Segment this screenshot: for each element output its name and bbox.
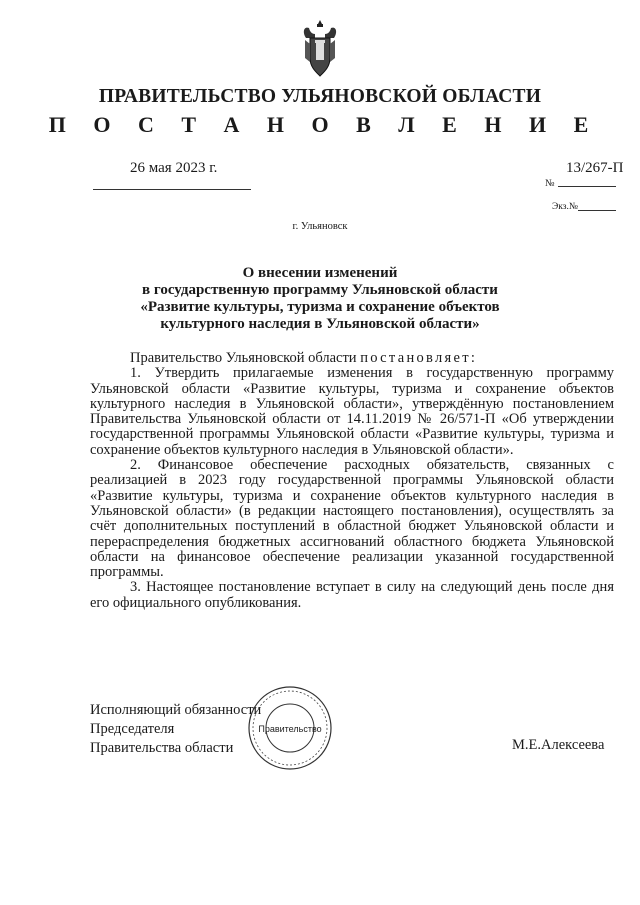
signatory-line-1: Исполняющий обязанности: [90, 702, 262, 718]
intro-paragraph: [90, 351, 614, 366]
number-label: №: [545, 178, 555, 189]
copy-label: Экз.№: [552, 202, 578, 212]
city-label: г. Ульяновск: [292, 221, 348, 232]
official-seal: [246, 684, 334, 772]
intro-decree-word: постановляет:: [360, 350, 478, 366]
signatory-name: М.Е.Алексеева: [512, 737, 605, 753]
svg-text:Правительство: Правительство: [258, 724, 322, 734]
paragraph-3: 3. Настоящее постановление вступает в силу на следующий день после дня его официального опубликования.: [90, 579, 614, 611]
copy-underline: [578, 210, 616, 211]
document-title: [0, 265, 640, 333]
intro-prefix: Правительство Ульяновской области: [130, 350, 361, 366]
number-underline: [558, 186, 616, 187]
title-line-2: в государственную программу Ульяновской области: [142, 282, 498, 298]
signatory-line-3: Правительства области: [90, 740, 234, 756]
document-type: П О С Т А Н О В Л Е Н И Е: [48, 112, 600, 137]
signatory-line-2: Председателя: [90, 721, 175, 737]
document-date: 26 мая 2023 г.: [130, 160, 218, 176]
paragraph-2: 2. Финансовое обеспечение расходных обязательств, связанных с реализацией в 2023 году государственной программы Ульяновской области «Развитие культуры, туризма и сохранение объектов культурного наследия в Ульяновской области» (в редакции настоящего постановления), осуществлять за счёт дополнительных поступлений в областной бюджет Ульяновской области и перераспределения бюджетных ассигнований областного бюджета Ульяновской области на финансовое обеспечение реализации указанной государственной программы.: [90, 457, 614, 581]
organization-title: ПРАВИТЕЛЬСТВО УЛЬЯНОВСКОЙ ОБЛАСТИ: [98, 86, 542, 107]
title-line-4: культурного наследия в Ульяновской области»: [160, 316, 480, 332]
signatory-position: [90, 701, 261, 758]
title-line-3: «Развитие культуры, туризма и сохранение объектов: [140, 299, 500, 315]
document-body: [90, 351, 614, 611]
document-number: 13/267-П: [566, 160, 624, 176]
date-underline: [93, 189, 251, 190]
paragraph-1: 1. Утвердить прилагаемые изменения в государственную программу Ульяновской области «Развитие культуры, туризма и сохранение объектов культурного наследия в Ульяновской области», утверждённую постановлением Правительства Ульяновской области от 14.11.2019 № 26/571-П «Об утверждении государственной программы Ульяновской области «Развитие культуры, туризма и сохранение объектов культурного наследия в Ульяновской области».: [90, 365, 614, 458]
coat-of-arms-icon: [300, 18, 340, 80]
title-line-1: О внесении изменений: [242, 265, 398, 281]
